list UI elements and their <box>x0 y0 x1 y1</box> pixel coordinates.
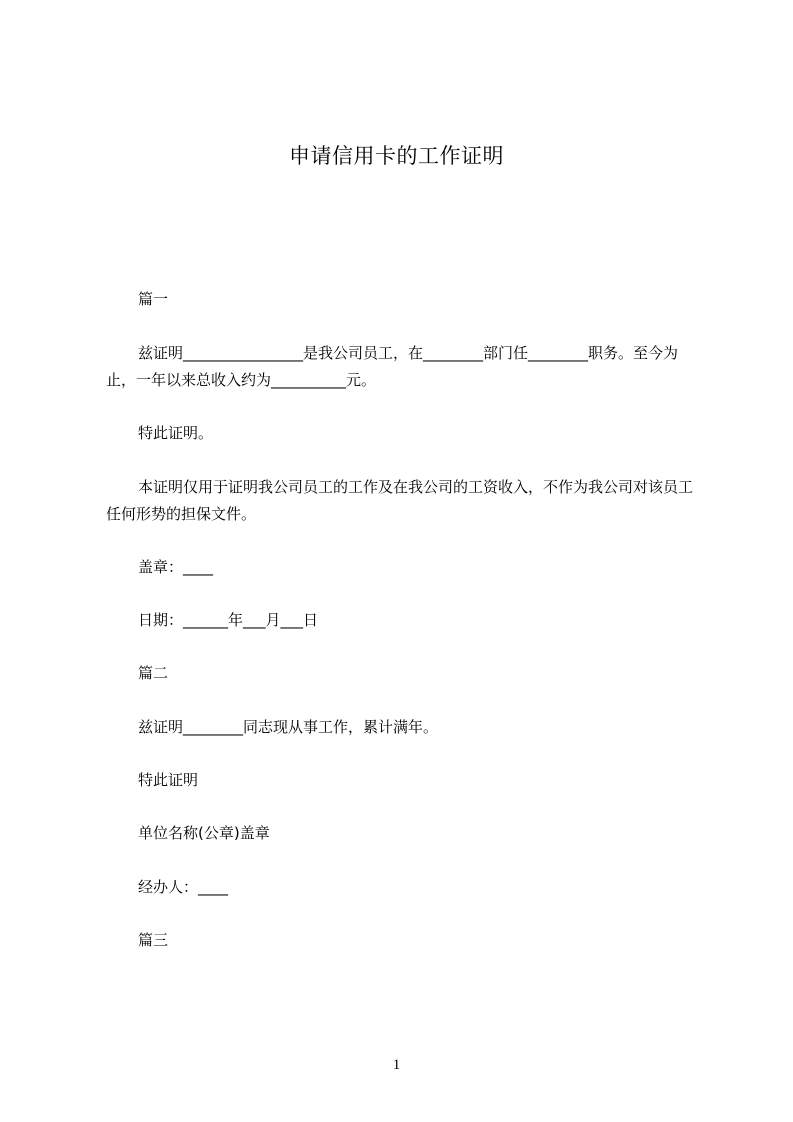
section-heading-2: 篇二 <box>138 664 169 682</box>
document-title: 申请信用卡的工作证明 <box>289 144 504 168</box>
special-certification-1: 特此证明。 <box>138 424 214 442</box>
section-heading-1: 篇一 <box>138 290 169 308</box>
seal-line: 盖章：____ <box>138 558 214 576</box>
certification-paragraph-1: 兹证明________________是我公司员工，在________部门任________职务。至今为止，一年以来总收入约为__________元。 <box>106 344 679 389</box>
organization-seal-line: 单位名称(公章)盖章 <box>138 824 270 842</box>
page-number: 1 <box>392 1057 401 1073</box>
special-certification-2: 特此证明 <box>138 771 199 789</box>
handler-line: 经办人：____ <box>138 878 229 896</box>
date-line: 日期：______年___月___日 <box>138 611 319 629</box>
certification-paragraph-2: 兹证明________同志现从事工作，累计满年。 <box>138 718 439 736</box>
section-heading-3: 篇三 <box>138 931 169 949</box>
usage-statement: 本证明仅用于证明我公司员工的工作及在我公司的工资收入，不作为我公司对该员工任何形势的担保文件。 <box>106 478 694 523</box>
